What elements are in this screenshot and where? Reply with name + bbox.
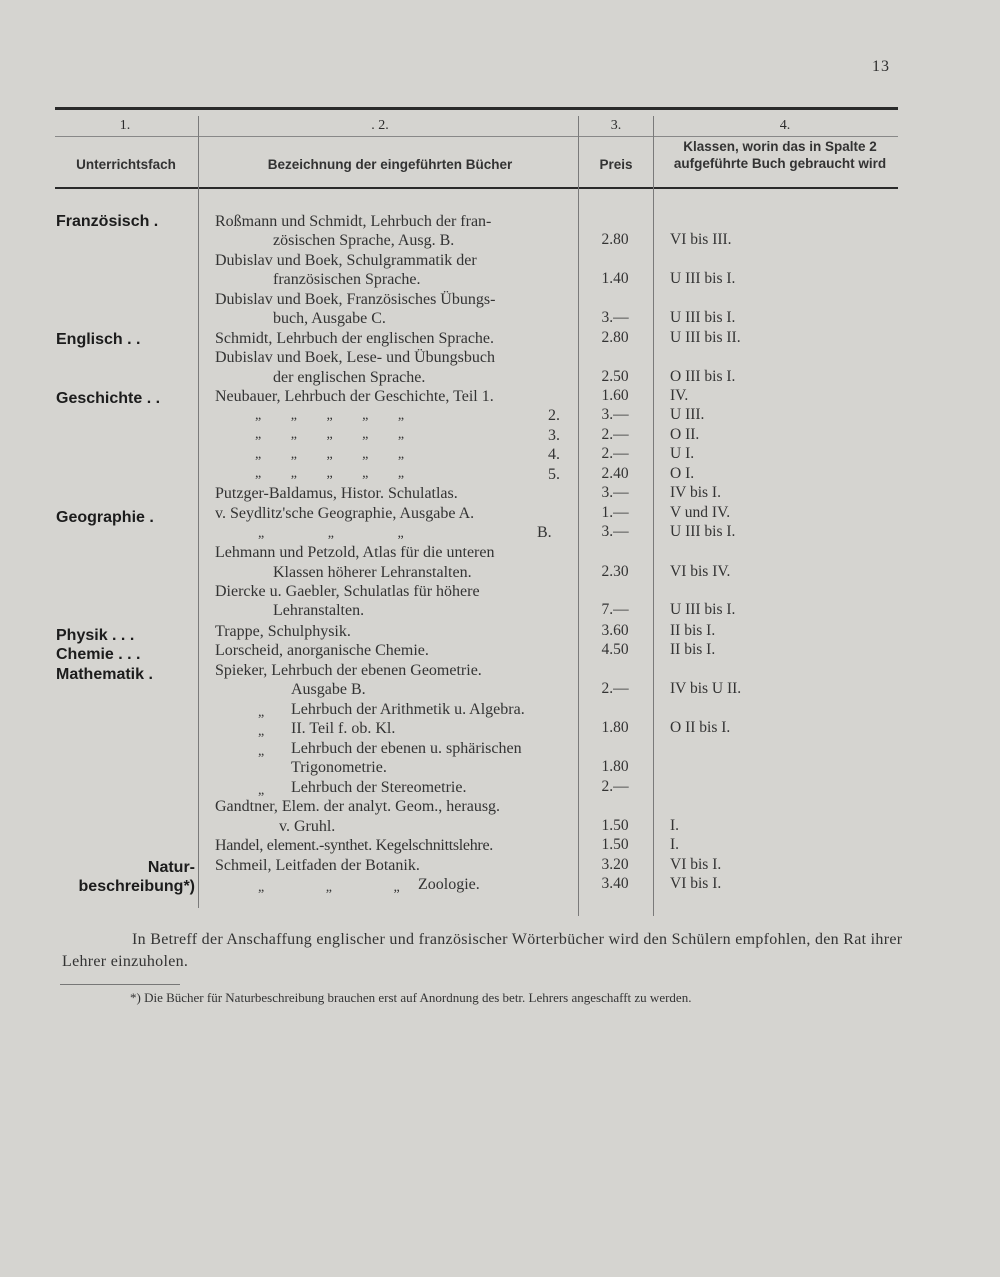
classes: IV bis U II. — [670, 680, 742, 697]
header-number-rule — [55, 136, 898, 137]
price: 3.60 — [601, 622, 629, 639]
col3-number: 3. — [610, 118, 622, 133]
book-title: Dubislav und Boek, Französisches Übungs- — [215, 291, 496, 308]
price: 1.40 — [601, 270, 629, 287]
classes: VI bis IV. — [670, 563, 731, 580]
classes: U III. — [670, 406, 705, 423]
price: 1.60 — [601, 387, 629, 404]
book-title-cont: II. Teil f. ob. Kl. — [291, 720, 396, 737]
subject-geschichte: Geschichte . . — [56, 390, 161, 407]
book-title: Schmeil, Leitfaden der Botanik. — [215, 857, 420, 874]
price: 3.— — [601, 406, 629, 423]
price: 2.— — [601, 778, 629, 795]
book-title: Neubauer, Lehrbuch der Geschichte, Teil 1. — [215, 388, 494, 405]
book-title: Lehrbuch der ebenen u. sphärischen — [291, 740, 522, 757]
ditto-mark: „ — [258, 744, 265, 759]
book-title: Lehrbuch der Arithmetik u. Algebra. — [291, 701, 525, 718]
book-title: Dubislav und Boek, Lese- und Übungsbuch — [215, 349, 495, 366]
price: 1.50 — [601, 817, 629, 834]
classes: O II. — [670, 426, 700, 443]
book-title-cont: Trigonometrie. — [291, 759, 387, 776]
book-title-cont: französischen Sprache. — [273, 271, 421, 288]
col1-header: Unterrichtsfach — [76, 157, 176, 172]
footnote-rule — [60, 984, 180, 985]
classes: II bis I. — [670, 641, 716, 658]
footnote-dictionaries: In Betreff der Anschaffung englischer und französischer Wörterbücher wird den Schülern empfohlen, den Rat ihrer Lehrer einzuholen. — [62, 931, 903, 970]
classes: II bis I. — [670, 622, 716, 639]
classes: O I. — [670, 465, 695, 482]
classes: O II bis I. — [670, 719, 731, 736]
price: 2.— — [601, 680, 629, 697]
book-title: v. Seydlitz'sche Geographie, Ausgabe A. — [215, 505, 475, 522]
subject-naturbeschreibung: Natur-beschreibung*) — [78, 859, 195, 895]
book-part: 4. — [548, 446, 560, 463]
classes: VI bis I. — [670, 875, 722, 892]
ditto-marks: „ „ „ — [258, 880, 400, 895]
book-title: Putzger-Baldamus, Histor. Schulatlas. — [215, 485, 458, 502]
price: 1.80 — [601, 758, 629, 775]
classes: O III bis I. — [670, 368, 736, 385]
book-part: 2. — [548, 407, 560, 424]
price: 3.40 — [601, 875, 629, 892]
classes: VI bis I. — [670, 856, 722, 873]
col3-header: Preis — [599, 157, 633, 172]
price: 1.50 — [601, 836, 629, 853]
book-title-cont: buch, Ausgabe C. — [273, 310, 386, 327]
classes: U III bis II. — [670, 329, 741, 346]
classes: I. — [670, 817, 680, 834]
subject-englisch: Englisch . . — [56, 331, 141, 348]
price: 3.— — [601, 484, 629, 501]
column-divider-3 — [653, 116, 654, 916]
price: 7.— — [601, 601, 629, 618]
book-title: Trappe, Schulphysik. — [215, 623, 351, 640]
price: 2.50 — [601, 368, 629, 385]
book-part: 5. — [548, 466, 560, 483]
book-part: B. — [537, 524, 552, 541]
page-number: 13 — [872, 58, 890, 75]
classes: U III bis I. — [670, 309, 736, 326]
subject-geographie: Geographie . — [56, 509, 154, 526]
footnote-naturbeschreibung: *) Die Bücher für Naturbeschreibung brauchen erst auf Anordnung des betr. Lehrers angeschafft zu werden. — [130, 990, 692, 1005]
book-title-cont: zösischen Sprache, Ausg. B. — [273, 232, 455, 249]
book-title: Gandtner, Elem. der analyt. Geom., herausg. — [215, 798, 501, 815]
ditto-mark: „ — [258, 724, 265, 739]
price: 2.— — [601, 426, 629, 443]
subject-physik: Physik . . . — [56, 627, 135, 644]
price: 1.80 — [601, 719, 629, 736]
column-divider-2 — [578, 116, 579, 916]
price: 2.— — [601, 445, 629, 462]
classes: I. — [670, 836, 680, 853]
subject-franzoesisch: Französisch . — [56, 213, 159, 230]
classes: U III bis I. — [670, 270, 736, 287]
price: 3.— — [601, 309, 629, 326]
col1-number: 1. — [119, 118, 131, 133]
col4-number: 4. — [779, 118, 791, 133]
ditto-marks: „ „ „ „ „ — [255, 427, 405, 442]
book-part: 3. — [548, 427, 560, 444]
book-title: Schmidt, Lehrbuch der englischen Sprache. — [215, 330, 495, 347]
price: 4.50 — [601, 641, 629, 658]
ditto-marks: „ „ „ „ „ — [255, 447, 405, 462]
book-title-cont: Lehranstalten. — [273, 602, 365, 619]
ditto-marks: „ „ „ „ „ — [255, 466, 405, 481]
book-title: Lorscheid, anorganische Chemie. — [215, 642, 429, 659]
col2-header: Bezeichnung der eingeführten Bücher — [267, 157, 513, 172]
ditto-marks: „ „ „ — [258, 526, 404, 541]
classes: U III bis I. — [670, 523, 736, 540]
book-title: Lehrbuch der Stereometrie. — [291, 779, 467, 796]
ditto-marks: „ „ „ „ „ — [255, 408, 405, 423]
book-title: Lehmann und Petzold, Atlas für die unteren — [215, 544, 495, 561]
ditto-mark: „ — [258, 705, 265, 720]
classes: VI bis III. — [670, 231, 732, 248]
book-title: Zoologie. — [418, 876, 480, 893]
price: 2.80 — [601, 231, 629, 248]
book-title: Spieker, Lehrbuch der ebenen Geometrie. — [215, 662, 482, 679]
header-bottom-rule — [55, 187, 898, 189]
table-top-rule — [55, 107, 898, 110]
classes: IV bis I. — [670, 484, 721, 501]
col2-number: . 2. — [371, 118, 389, 133]
col4-header: Klassen, worin das in Spalte 2 aufgeführte Buch gebraucht wird — [673, 139, 887, 171]
book-title: Diercke u. Gaebler, Schulatlas für höhere — [215, 583, 480, 600]
classes: V und IV. — [670, 504, 731, 521]
classes: U III bis I. — [670, 601, 736, 618]
subject-chemie: Chemie . . . — [56, 646, 141, 663]
column-divider-1 — [198, 116, 199, 908]
book-title: Handel, element.-synthet. Kegelschnittslehre. — [215, 837, 493, 854]
price: 1.— — [601, 504, 629, 521]
classes: IV. — [670, 387, 689, 404]
ditto-mark: „ — [258, 783, 265, 798]
price: 2.30 — [601, 563, 629, 580]
book-title: Roßmann und Schmidt, Lehrbuch der fran- — [215, 213, 492, 230]
book-title-cont: v. Gruhl. — [279, 818, 336, 835]
book-title: Dubislav und Boek, Schulgrammatik der — [215, 252, 477, 269]
classes: U I. — [670, 445, 695, 462]
price: 2.40 — [601, 465, 629, 482]
book-title-cont: Klassen höherer Lehranstalten. — [273, 564, 472, 581]
price: 2.80 — [601, 329, 629, 346]
book-title-cont: der englischen Sprache. — [273, 369, 426, 386]
price: 3.20 — [601, 856, 629, 873]
price: 3.— — [601, 523, 629, 540]
book-title-cont: Ausgabe B. — [291, 681, 366, 698]
subject-mathematik: Mathematik . — [56, 666, 153, 683]
